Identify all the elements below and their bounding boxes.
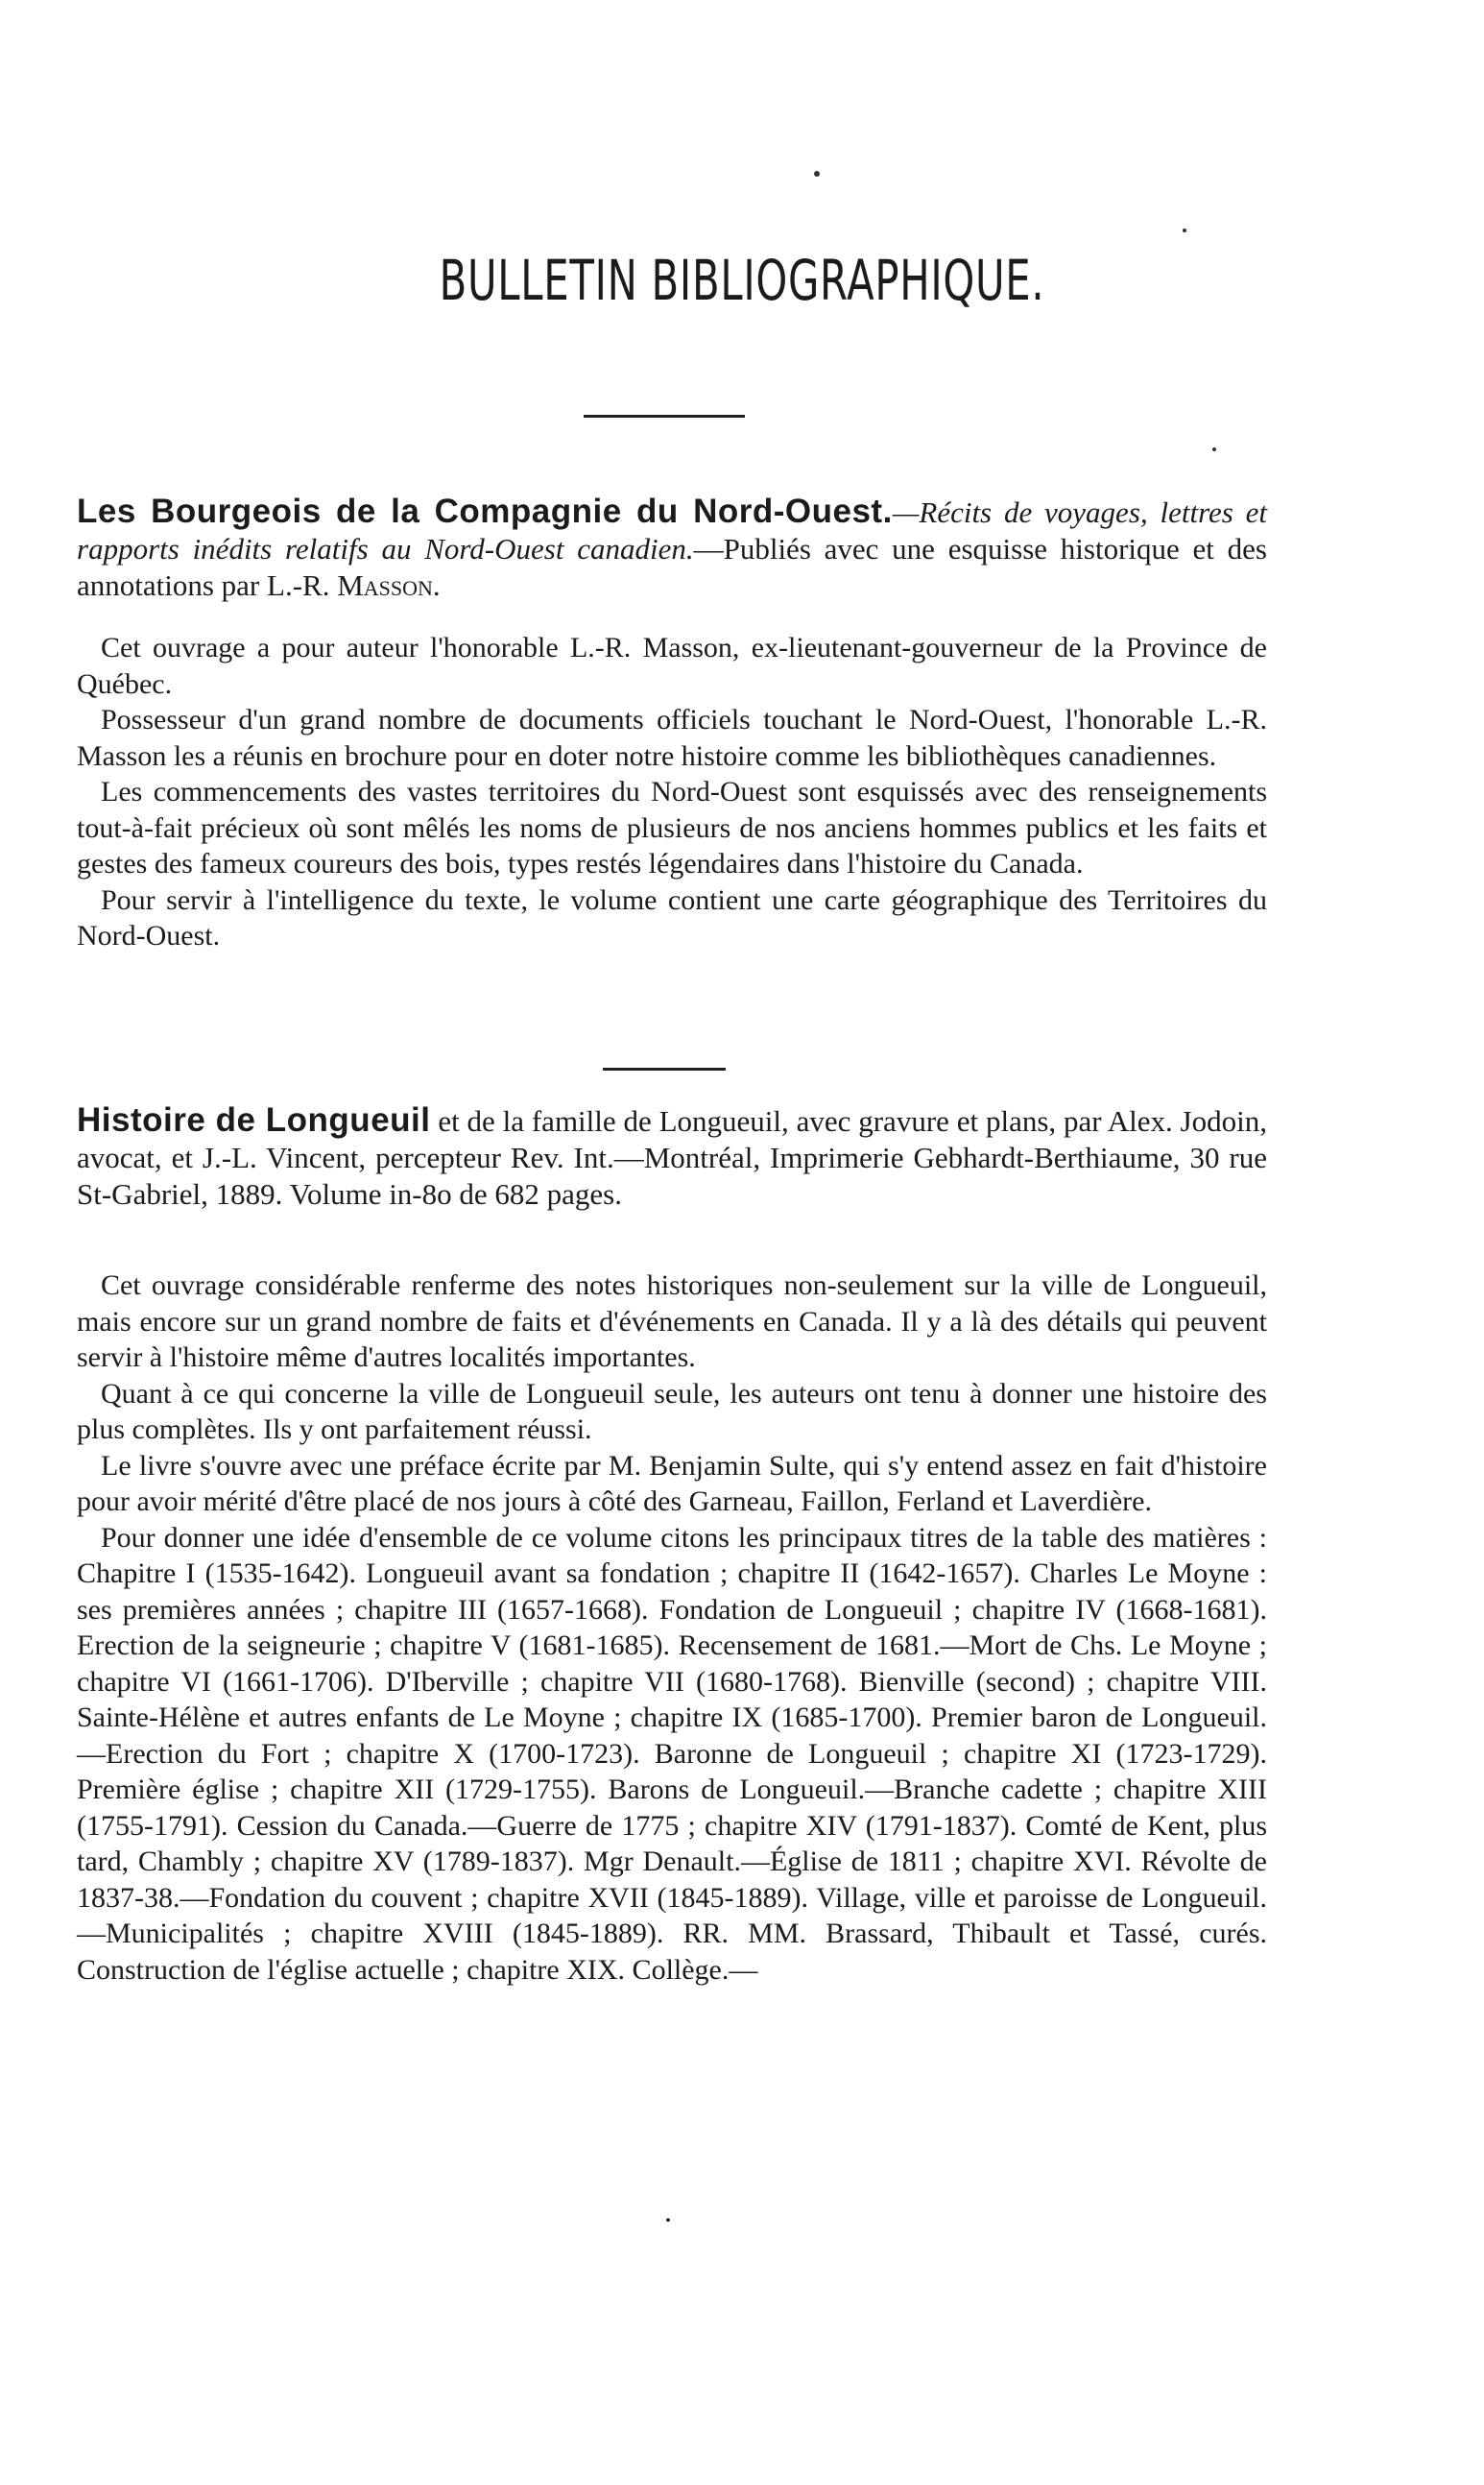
ink-speck [1212,447,1216,451]
entry-1-publisher: —Publiés avec une esquisse historique et des annotations par [77,532,1267,602]
entry-1-body [77,630,1267,954]
entry-1-author: L.-R. Masson. [267,568,441,602]
entry-2-heading [77,1102,1267,1213]
entry-1-paragraph: Possesseur d'un grand nombre de documents officiels touchant le Nord-Ouest, l'honorable L.-R. Masson les a réunis en brochure pour en doter notre histoire comme les bibliothèques canadiennes. [77,704,1267,772]
page-title: BULLETIN BIBLIOGRAPHIQUE. [439,248,1045,313]
section-divider [603,1068,726,1071]
entry-1-paragraph: Cet ouvrage a pour auteur l'honorable L.-R. Masson, ex-lieutenant-gouverneur de la Province de Québec. [77,632,1267,700]
entry-2-paragraph: Pour donner une idée d'ensemble de ce volume citons les principaux titres de la table des matières : Chapitre I (1535-1642). Longueuil avant sa fondation ; chapitre II (1642-1657). Charles Le Moyne : ses premières années ; chapitre III (1657-1668). Fondation de Longueuil ; chapitre IV (1668-1681). Erection de la seigneurie ; chapitre V (1681-1685). Recensement de 1681.—Mort de Chs. Le Moyne ; chapitre VI (1661-1706). D'Iberville ; chapitre VII (1680-1768). Bienville (second) ; chapitre VIII. Sainte-Hélène et autres enfants de Le Moyne ; chapitre IX (1685-1700). Premier baron de Longueuil.—Erection du Fort ; chapitre X (1700-1723). Baronne de Longueuil ; chapitre XI (1723-1729). Première église ; chapitre XII (1729-1755). Barons de Longueuil.—Branche cadette ; chapitre XIII (1755-1791). Cession du Canada.—Guerre de 1775 ; chapitre XIV (1791-1837). Comté de Kent, plus tard, Chambly ; chapitre XV (1789-1837). Mgr Denault.—Église de 1811 ; chapitre XVI. Révolte de 1837-38.—Fondation du couvent ; chapitre XVII (1845-1889). Village, ville et paroisse de Longueuil.—Municipalités ; chapitre XVIII (1845-1889). RR. MM. Brassard, Thibault et Tassé, curés. Construction de l'église actuelle ; chapitre XIX. Collège.— [77,1521,1267,1986]
entry-2-title: Histoire de Longueuil [77,1101,431,1139]
entry-1-paragraph: Les commencements des vastes territoires du Nord-Ouest sont esquissés avec des renseignements tout-à-fait précieux où sont mêlés les noms de plusieurs de nos anciens hommes publics et les faits et gestes des fameux coureurs des bois, types restés légendaires dans l'histoire du Canada. [77,776,1267,880]
entry-1-title: Les Bourgeois de la Compagnie du Nord-Ouest. [77,493,893,530]
entry-2-body [77,1267,1267,1988]
entry-2-paragraph: Cet ouvrage considérable renferme des notes historiques non-seulement sur la ville de Longueuil, mais encore sur un grand nombre de faits et d'événements en Canada. Il y a là des détails qui peuvent servir à l'histoire même d'autres localités importantes. [77,1269,1267,1373]
entry-1-heading [77,494,1267,604]
ink-speck [1183,229,1186,232]
entry-2-paragraph: Le livre s'ouvre avec une préface écrite par M. Benjamin Sulte, qui s'y entend assez en fait d'histoire pour avoir mérité d'être placé de nos jours à côté des Garneau, Faillon, Ferland et Laverdière. [77,1449,1267,1517]
ink-speck [666,2218,670,2222]
entry-2-paragraph: Quant à ce qui concerne la ville de Longueuil seule, les auteurs ont tenu à donner une histoire des plus complètes. Ils y ont parfaitement réussi. [77,1377,1267,1445]
title-divider [584,415,745,418]
ink-speck [814,171,820,177]
entry-1-paragraph: Pour servir à l'intelligence du texte, le volume contient une carte géographique des Territoires du Nord-Ouest. [77,883,1267,952]
entry-1-subtitle: —Récits de voyages, lettres et rapports inédits relatifs au Nord-Ouest canadien. [77,495,1268,566]
entry-2-details: et de la famille de Longueuil, avec gravure et plans, par Alex. Jodoin, avocat, et J.-L. Vincent, percepteur Rev. Int.—Montréal, Imprimerie Gebhardt-Berthiaume, 30 rue St-Gabriel, 1889. Volume in-8o de 682 pages. [77,1104,1267,1211]
